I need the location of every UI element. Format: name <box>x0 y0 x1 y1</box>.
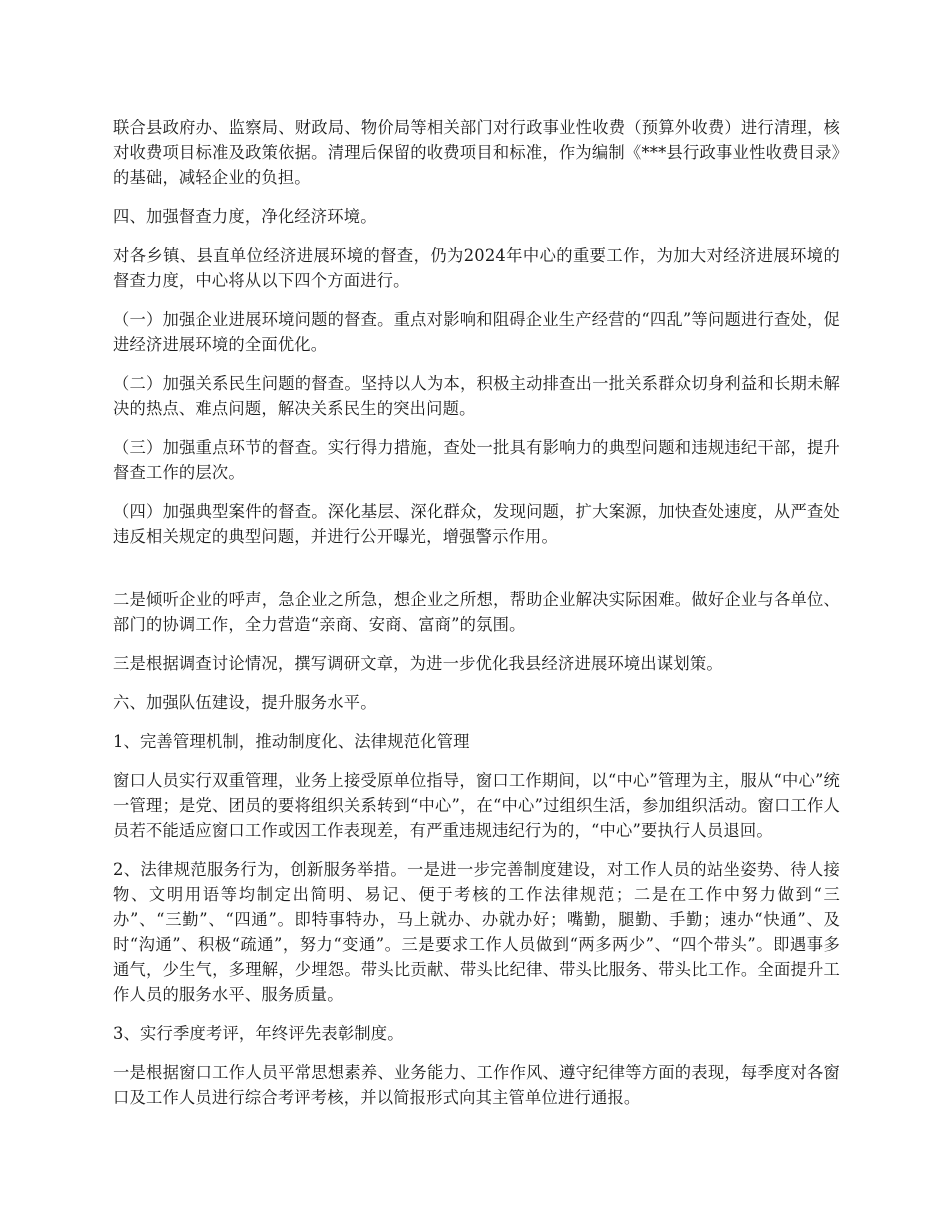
paragraph: 二是倾听企业的呼声，急企业之所急，想企业之所想，帮助企业解决实际困难。做好企业与各单位、部门的协调工作，全力营造“亲商、安商、富商”的氛围。 <box>113 590 840 634</box>
paragraph: 窗口人员实行双重管理，业务上接受原单位指导，窗口工作期间，以“中心”管理为主，服从“中心”统一管理；是党、团员的要将组织关系转到“中心”，在“中心”过组织生活，参加组织活动。窗口工作人员若不能适应窗口工作或因工作表现差，有严重违规违纪行为的，“中心”要执行人员退回。 <box>113 771 840 840</box>
list-item: （三）加强重点环节的督查。实行得力措施，查处一批具有影响力的典型问题和违规违纪干部，提升督查工作的层次。 <box>113 438 840 482</box>
paragraph: 对各乡镇、县直单位经济进展环境的督查，仍为2024年中心的重要工作，为加大对经济进展环境的督查力度，中心将从以下四个方面进行。 <box>113 246 840 290</box>
paragraph: 一是根据窗口工作人员平常思想素养、业务能力、工作作风、遵守纪律等方面的表现，每季度对各窗口及工作人员进行综合考评考核，并以简报形式向其主管单位进行通报。 <box>113 1063 840 1107</box>
text-section-bottom <box>113 587 840 1124</box>
list-item: （二）加强关系民生问题的督查。坚持以人为本，积极主动排查出一批关系群众切身利益和长期未解决的热点、难点问题，解决关系民生的突出问题。 <box>113 374 840 418</box>
text-section-top <box>113 115 840 563</box>
section-heading: 四、加强督查力度，净化经济环境。 <box>113 207 377 226</box>
list-item: （一）加强企业进展环境问题的督查。重点对影响和阻碍企业生产经营的“四乱”等问题进行查处，促进经济进展环境的全面优化。 <box>113 310 840 354</box>
list-item: （四）加强典型案件的督查。深化基层、深化群众，发现问题，扩大案源，加快查处速度，从严查处违反相关规定的典型问题，并进行公开曝光，增强警示作用。 <box>113 502 840 546</box>
section-heading: 六、加强队伍建设，提升服务水平。 <box>113 693 377 712</box>
subsection-heading: 1、完善管理机制，推动制度化、法律规范化管理 <box>113 732 470 751</box>
paragraph: 三是根据调查讨论情况，撰写调研文章，为进一步优化我县经济进展环境出谋划策。 <box>113 654 723 673</box>
subsection-heading: 3、实行季度考评，年终评先表彰制度。 <box>113 1024 404 1043</box>
paragraph: 2、法律规范服务行为，创新服务举措。一是进一步完善制度建设，对工作人员的站坐姿势、待人接物、文明用语等均制定出简明、易记、便于考核的工作法律规范；二是在工作中努力做到“三办”、“三勤”、“四通”。即特事特办，马上就办、办就办好；嘴勤，腿勤、手勤；速办“快通”、及时“沟通”、积极“疏通”，努力“变通”。三是要求工作人员做到“两多两少”、“四个带头”。即遇事多通气，少生气，多理解，少埋怨。带头比贡献、带头比纪律、带头比服务、带头比工作。全面提升工作人员的服务水平、服务质量。 <box>113 860 840 1004</box>
paragraph: 联合县政府办、监察局、财政局、物价局等相关部门对行政事业性收费（预算外收费）进行清理，核对收费项目标准及政策依据。清理后保留的收费项目和标准，作为编制《***县行政事业性收费目录》的基础，减轻企业的负担。 <box>113 118 840 187</box>
